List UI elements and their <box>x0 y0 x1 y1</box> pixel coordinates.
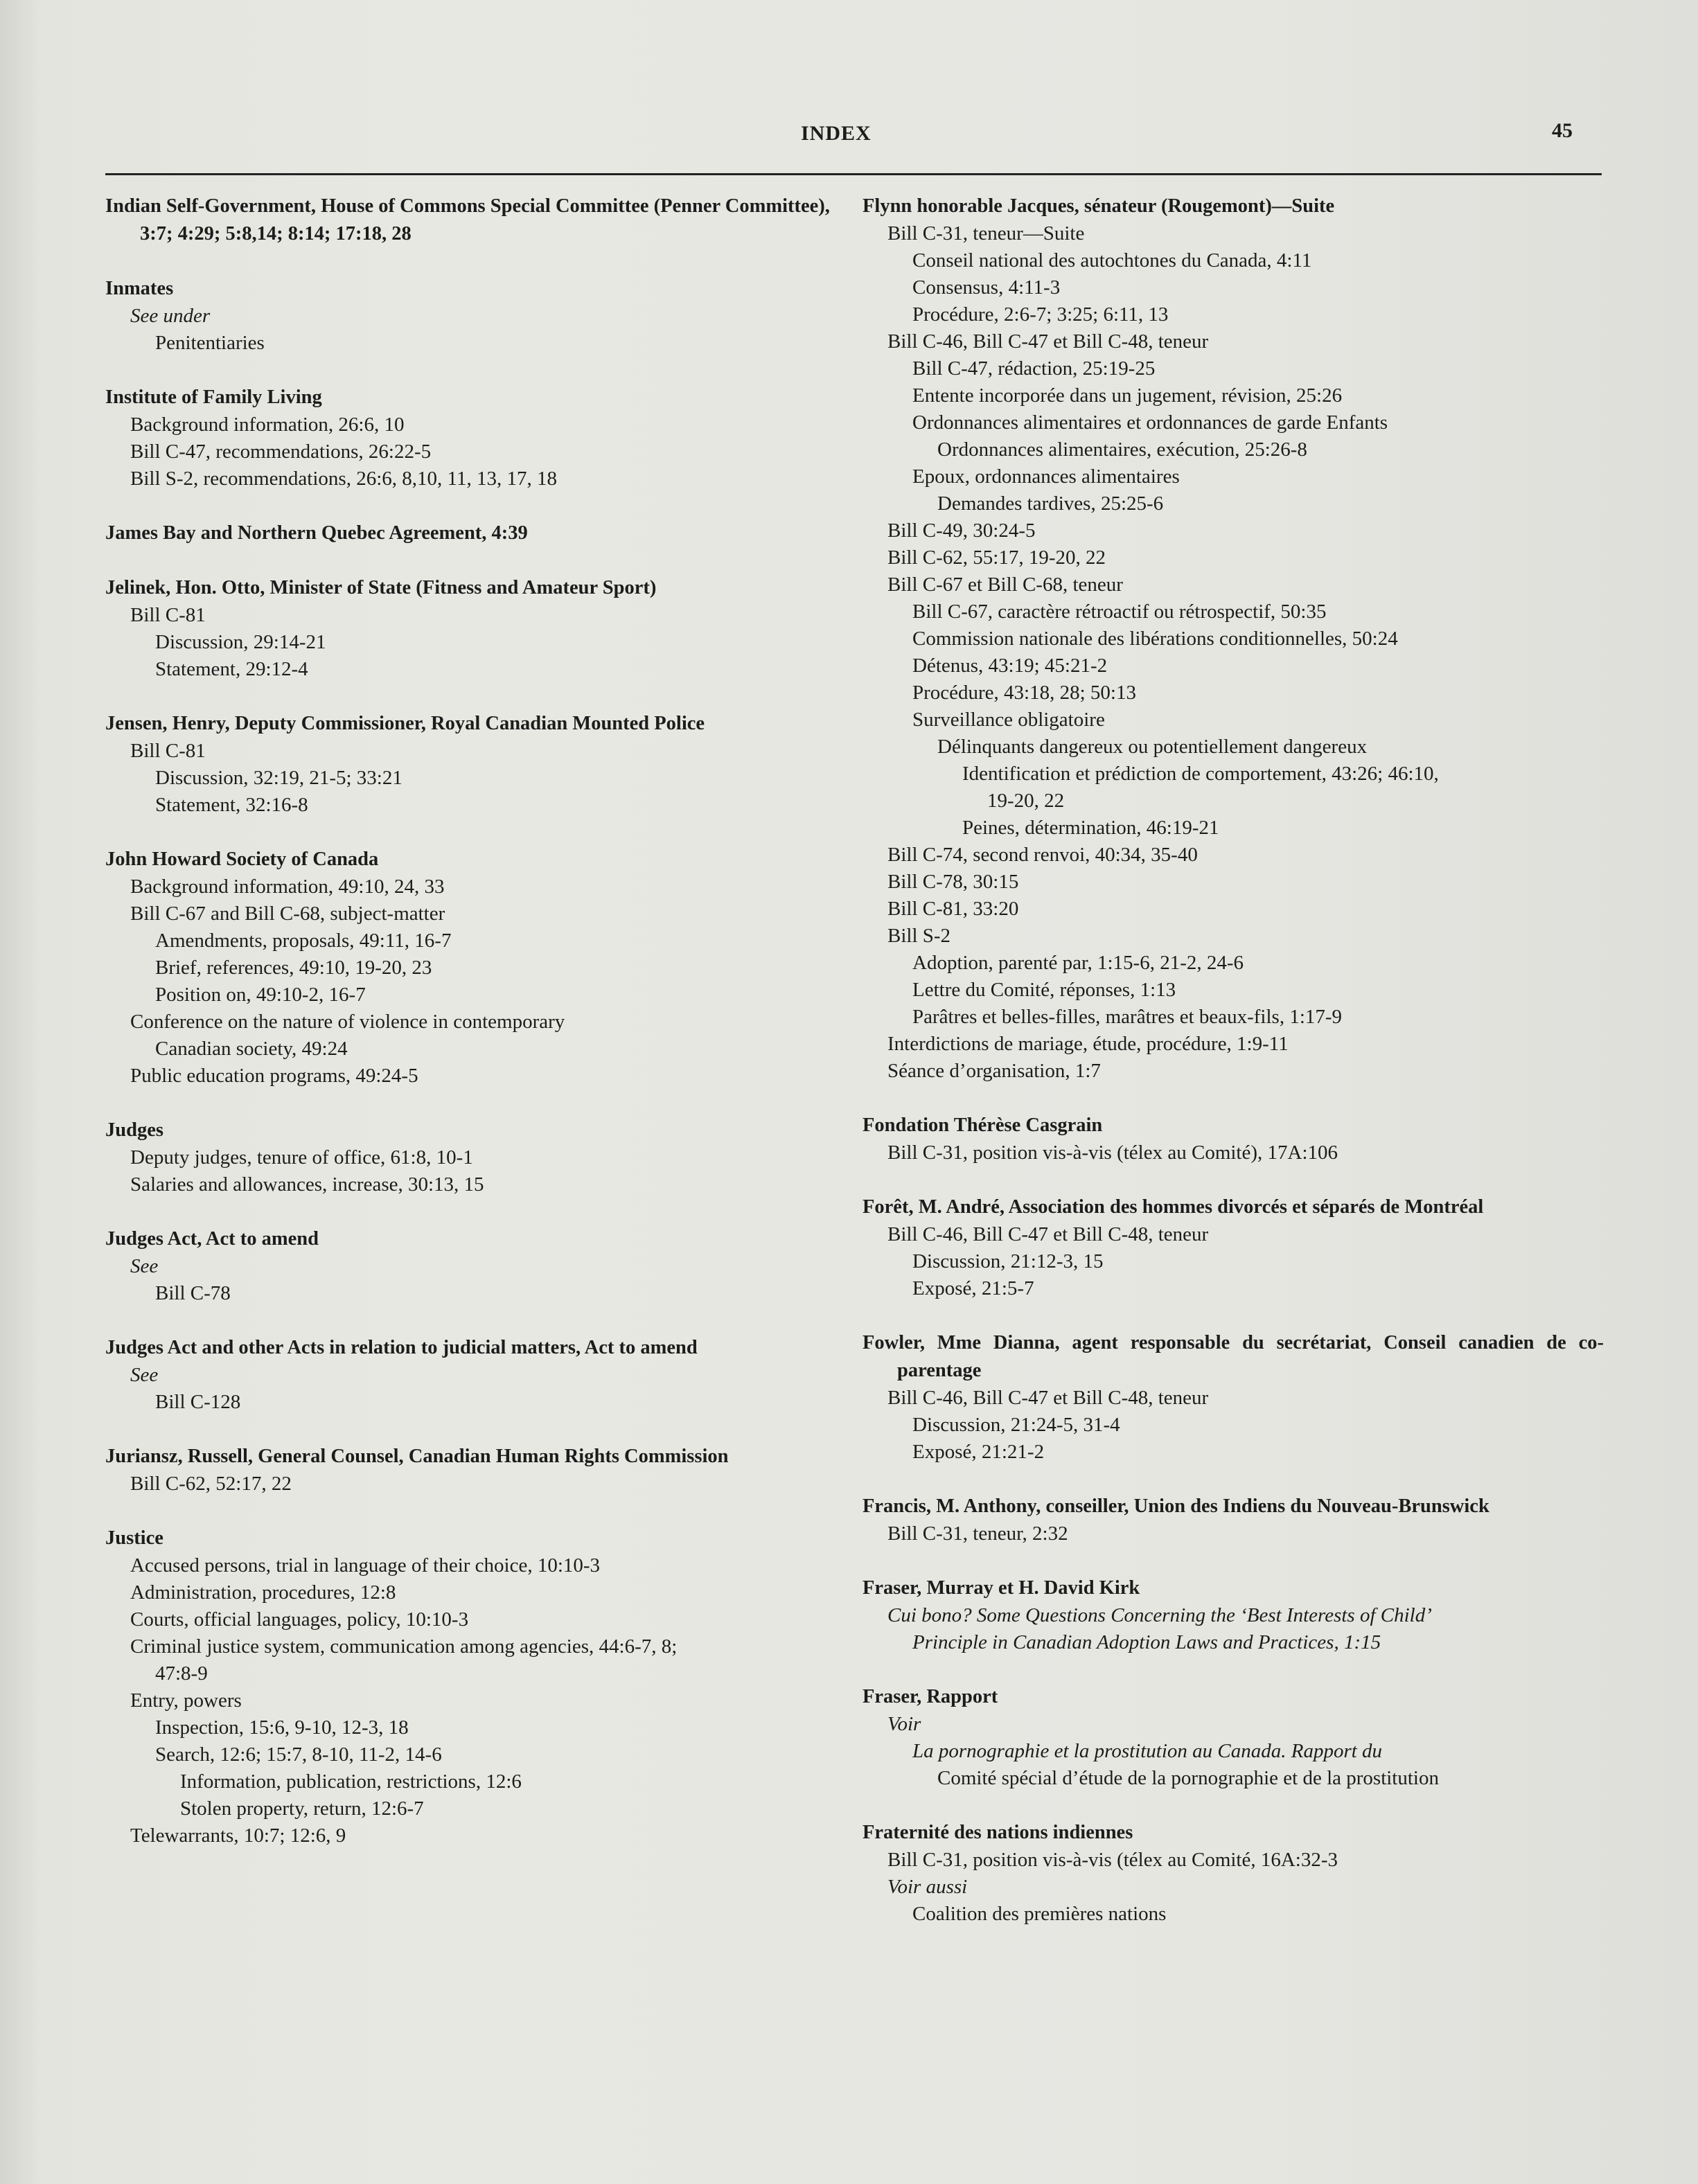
index-entry <box>105 1117 854 1198</box>
entry-subline: Comité spécial d’étude de la pornographie et de la prostitution <box>937 1767 1439 1789</box>
entry-subline: Procédure, 43:18, 28; 50:13 <box>912 682 1136 704</box>
entry-subline: Bill C-81 <box>130 604 206 626</box>
entry-subline: Background information, 49:10, 24, 33 <box>130 876 445 898</box>
index-entry <box>105 710 854 819</box>
index-entry <box>105 1525 854 1849</box>
entry-subline: Canadian society, 49:24 <box>155 1038 348 1060</box>
index-entry <box>863 1574 1604 1656</box>
entry-subline: Criminal justice system, communication among agencies, 44:6-7, 8; <box>130 1635 678 1658</box>
entry-subline: See <box>130 1255 159 1277</box>
entry-subline: Bill C-74, second renvoi, 40:34, 35-40 <box>887 844 1198 866</box>
entry-heading: Francis, M. Anthony, conseiller, Union des Indiens du Nouveau-Brunswick <box>863 1495 1489 1517</box>
entry-heading: James Bay and Northern Quebec Agreement, 4:39 <box>105 522 528 544</box>
entry-subline: Bill C-62, 52:17, 22 <box>130 1473 292 1495</box>
entry-subline: Bill C-46, Bill C-47 et Bill C-48, teneur <box>887 1223 1209 1245</box>
entry-subline: Séance d’organisation, 1:7 <box>887 1060 1101 1082</box>
entry-heading: Fowler, Mme Dianna, agent responsable du secrétariat, Conseil canadien de co-parentage <box>863 1332 1604 1381</box>
entry-subline: Voir aussi <box>887 1876 968 1898</box>
entry-subline: Bill C-78, 30:15 <box>887 871 1019 893</box>
entry-subline: Bill C-47, rédaction, 25:19-25 <box>912 357 1156 380</box>
running-head: INDEX <box>801 122 872 145</box>
entry-subline: See <box>130 1364 159 1386</box>
entry-heading: Forêt, M. André, Association des hommes divorcés et séparés de Montréal <box>863 1196 1484 1218</box>
index-entry <box>105 1225 854 1307</box>
right-column <box>863 193 1604 1955</box>
entry-heading: Indian Self-Government, House of Commons Special Committee (Penner Committee), 3:7; 4:29; 5:8,14; 8:14; 17:18, 28 <box>105 195 830 245</box>
entry-subline: Bill C-81, 33:20 <box>887 898 1019 920</box>
index-entry <box>105 574 854 683</box>
index-entry <box>105 520 854 547</box>
entry-subline: Conference on the nature of violence in contemporary <box>130 1011 565 1033</box>
entry-subline: Entry, powers <box>130 1689 242 1712</box>
entry-subline: Bill C-31, position vis-à-vis (télex au Comité), 17A:106 <box>887 1142 1338 1164</box>
index-entry <box>105 846 854 1090</box>
entry-heading: Judges <box>105 1119 163 1141</box>
entry-subline: Bill C-46, Bill C-47 et Bill C-48, teneur <box>887 1387 1209 1409</box>
entry-subline: Détenus, 43:19; 45:21-2 <box>912 655 1108 677</box>
index-entry <box>105 384 854 492</box>
index-entry <box>105 1443 854 1498</box>
entry-subline: Parâtres et belles-filles, marâtres et beaux-fils, 1:17-9 <box>912 1006 1343 1028</box>
entry-subline: Bill C-128 <box>155 1391 241 1413</box>
entry-subline: Bill C-46, Bill C-47 et Bill C-48, teneur <box>887 330 1209 353</box>
entry-subline: Bill C-67, caractère rétroactif ou rétrospectif, 50:35 <box>912 601 1327 623</box>
entry-subline: Epoux, ordonnances alimentaires <box>912 465 1180 488</box>
index-entry <box>863 1819 1604 1928</box>
entry-subline: Identification et prédiction de comportement, 43:26; 46:10, <box>962 763 1439 785</box>
entry-subline: Discussion, 21:24-5, 31-4 <box>912 1414 1120 1436</box>
entry-subline: Bill C-49, 30:24-5 <box>887 520 1036 542</box>
entry-subline: Penitentiaries <box>155 332 265 354</box>
entry-heading: John Howard Society of Canada <box>105 849 379 870</box>
entry-subline: Surveillance obligatoire <box>912 709 1105 731</box>
entry-subline: Salaries and allowances, increase, 30:13, 15 <box>130 1173 484 1196</box>
entry-subline: Bill S-2, recommendations, 26:6, 8,10, 11, 13, 17, 18 <box>130 468 557 490</box>
entry-subline: Discussion, 32:19, 21-5; 33:21 <box>155 767 403 789</box>
entry-subline: See under <box>130 305 211 327</box>
entry-subline: Bill C-67 and Bill C-68, subject-matter <box>130 903 445 925</box>
entry-subline: Conseil national des autochtones du Canada, 4:11 <box>912 249 1312 272</box>
entry-subline: Consensus, 4:11-3 <box>912 276 1061 299</box>
entry-subline: Ordonnances alimentaires et ordonnances de garde Enfants <box>912 411 1388 434</box>
entry-subline: Demandes tardives, 25:25-6 <box>937 492 1164 515</box>
entry-subline: Statement, 29:12-4 <box>155 658 308 680</box>
entry-subline: Bill S-2 <box>887 925 951 947</box>
index-entry <box>863 1193 1604 1302</box>
entry-subline: Entente incorporée dans un jugement, révision, 25:26 <box>912 384 1343 407</box>
entry-subline: Exposé, 21:21-2 <box>912 1441 1045 1463</box>
entry-subline: Courts, official languages, policy, 10:10-3 <box>130 1608 469 1631</box>
entry-subline: Amendments, proposals, 49:11, 16-7 <box>155 930 452 952</box>
entry-heading: Juriansz, Russell, General Counsel, Canadian Human Rights Commission <box>105 1446 729 1467</box>
entry-subline: Exposé, 21:5-7 <box>912 1277 1034 1299</box>
entry-subline: Bill C-78 <box>155 1282 231 1304</box>
entry-subline: Bill C-31, teneur—Suite <box>887 222 1085 245</box>
entry-heading: Jensen, Henry, Deputy Commissioner, Royal Canadian Mounted Police <box>105 713 705 734</box>
entry-subline: Statement, 32:16-8 <box>155 794 308 816</box>
entry-subline: Discussion, 29:14-21 <box>155 631 326 653</box>
entry-subline: Bill C-67 et Bill C-68, teneur <box>887 574 1123 596</box>
index-entry <box>863 193 1604 1085</box>
entry-subline: Inspection, 15:6, 9-10, 12-3, 18 <box>155 1716 409 1739</box>
entry-subline: Coalition des premières nations <box>912 1903 1167 1925</box>
entry-subline: Lettre du Comité, réponses, 1:13 <box>912 979 1176 1001</box>
entry-heading: Judges Act and other Acts in relation to judicial matters, Act to amend <box>105 1337 698 1358</box>
entry-subline: La pornographie et la prostitution au Canada. Rapport du <box>912 1740 1383 1762</box>
index-entry <box>863 1683 1604 1792</box>
entry-subline: Bill C-47, recommendations, 26:22-5 <box>130 441 432 463</box>
entry-subline: Peines, détermination, 46:19-21 <box>962 817 1219 839</box>
entry-heading: Judges Act, Act to amend <box>105 1228 319 1250</box>
entry-subline: Bill C-31, position vis-à-vis (télex au Comité, 16A:32-3 <box>887 1849 1338 1871</box>
entry-heading: Jelinek, Hon. Otto, Minister of State (Fitness and Amateur Sport) <box>105 577 657 598</box>
entry-subline: 19-20, 22 <box>987 790 1065 812</box>
index-entry <box>105 275 854 357</box>
entry-subline: Accused persons, trial in language of their choice, 10:10-3 <box>130 1554 601 1577</box>
entry-heading: Fondation Thérèse Casgrain <box>863 1115 1103 1136</box>
page-number: 45 <box>1552 119 1573 142</box>
index-entry <box>863 1329 1604 1466</box>
entry-subline: 47:8-9 <box>155 1662 208 1685</box>
entry-subline: Délinquants dangereux ou potentiellement dangereux <box>937 736 1368 758</box>
entry-subline: Public education programs, 49:24-5 <box>130 1065 418 1087</box>
entry-subline: Position on, 49:10-2, 16-7 <box>155 984 366 1006</box>
entry-subline: Cui bono? Some Questions Concerning the ‘Best Interests of Child’ <box>887 1604 1432 1626</box>
entry-subline: Commission nationale des libérations conditionnelles, 50:24 <box>912 628 1398 650</box>
entry-subline: Ordonnances alimentaires, exécution, 25:26-8 <box>937 438 1307 461</box>
index-entry <box>105 193 854 248</box>
entry-subline: Stolen property, return, 12:6-7 <box>180 1797 424 1820</box>
entry-heading: Justice <box>105 1527 163 1549</box>
entry-heading: Fraternité des nations indiennes <box>863 1822 1133 1843</box>
entry-subline: Search, 12:6; 15:7, 8-10, 11-2, 14-6 <box>155 1743 442 1766</box>
entry-subline: Principle in Canadian Adoption Laws and Practices, 1:15 <box>912 1631 1381 1653</box>
index-entry <box>863 1493 1604 1547</box>
index-entry <box>105 1334 854 1416</box>
entry-heading: Fraser, Rapport <box>863 1686 998 1707</box>
entry-subline: Bill C-62, 55:17, 19-20, 22 <box>887 547 1106 569</box>
header-rule <box>105 173 1602 175</box>
entry-heading: Institute of Family Living <box>105 387 322 408</box>
entry-subline: Voir <box>887 1713 921 1735</box>
entry-subline: Interdictions de mariage, étude, procédure, 1:9-11 <box>887 1033 1289 1055</box>
entry-subline: Brief, references, 49:10, 19-20, 23 <box>155 957 432 979</box>
left-column <box>105 193 854 1876</box>
entry-subline: Information, publication, restrictions, 12:6 <box>180 1770 522 1793</box>
entry-subline: Telewarrants, 10:7; 12:6, 9 <box>130 1825 346 1847</box>
entry-heading: Inmates <box>105 278 174 299</box>
entry-subline: Adoption, parenté par, 1:15-6, 21-2, 24-6 <box>912 952 1244 974</box>
entry-heading: Flynn honorable Jacques, sénateur (Rougemont)—Suite <box>863 195 1335 217</box>
entry-subline: Deputy judges, tenure of office, 61:8, 10-1 <box>130 1146 473 1169</box>
entry-subline: Bill C-31, teneur, 2:32 <box>887 1522 1068 1545</box>
index-entry <box>863 1112 1604 1166</box>
entry-subline: Procédure, 2:6-7; 3:25; 6:11, 13 <box>912 303 1169 326</box>
entry-heading: Fraser, Murray et H. David Kirk <box>863 1577 1140 1599</box>
entry-subline: Administration, procedures, 12:8 <box>130 1581 396 1604</box>
entry-subline: Discussion, 21:12-3, 15 <box>912 1250 1104 1272</box>
entry-subline: Bill C-81 <box>130 740 206 762</box>
entry-subline: Background information, 26:6, 10 <box>130 414 405 436</box>
